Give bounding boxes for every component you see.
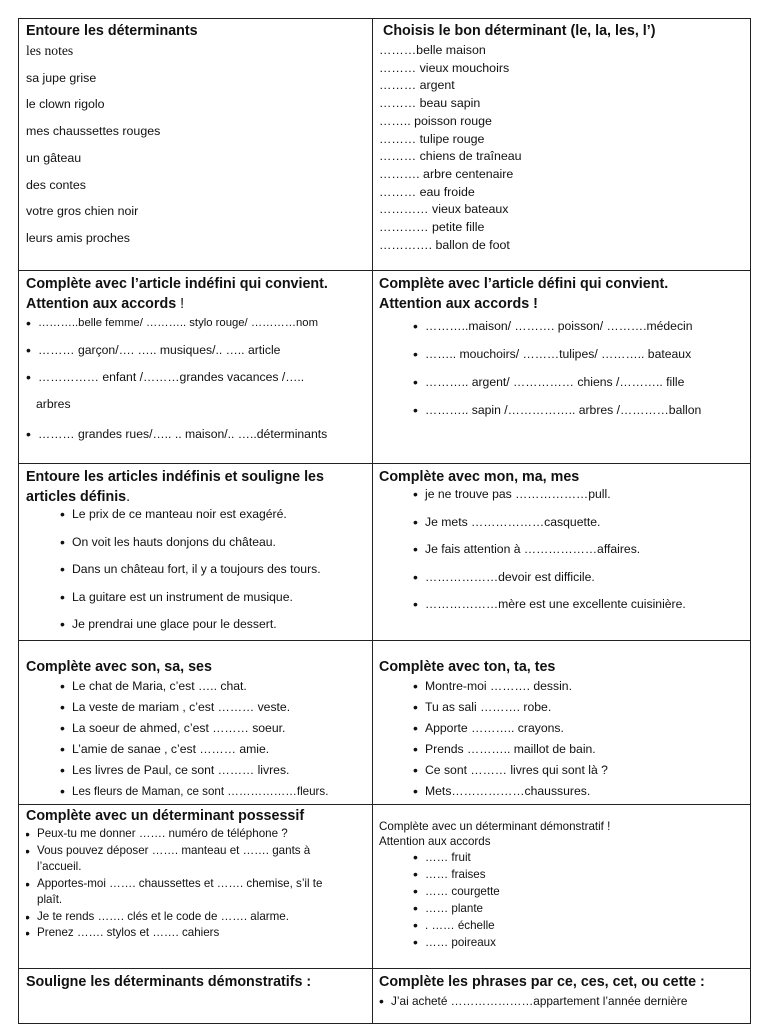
list-item: • …… fruit (425, 849, 747, 866)
exercise-list (26, 310, 368, 448)
phrase-list (26, 38, 368, 252)
list-item: ……… chiens de traîneau (379, 149, 522, 164)
list-item-continuation: arbres (36, 397, 71, 411)
exercise-subtitle: Attention aux accords ! (379, 296, 538, 312)
list-item: ……… eau froide (379, 184, 475, 199)
exercise-title: Complète avec ton, ta, tes (379, 659, 556, 675)
list-item: • Apporte ……….. crayons. (425, 718, 747, 739)
sentence-list (26, 826, 368, 942)
exercise-list (379, 312, 747, 424)
word-list (379, 849, 747, 951)
exercise-title: Souligne les déterminants démonstratifs : (26, 974, 312, 990)
list-item: le clown rigolo (26, 97, 105, 112)
list-item: ………… vieux bateaux (379, 202, 509, 217)
list-item-continuation: l’accueil. (37, 860, 82, 873)
subtitle-text: articles définis (26, 489, 127, 505)
sentence-list (26, 676, 368, 802)
list-item: des contes (26, 177, 86, 192)
list-item: • Le chat de Maria, c’est ….. chat. (72, 676, 368, 697)
list-item: • Je te rends ……. clés et le code de ……. alarme. (37, 909, 368, 926)
exercise-indefinite-article (26, 274, 368, 462)
list-item: ………. arbre centenaire (379, 166, 514, 181)
list-item: • ………………mère est une excellente cuisinière. (425, 591, 747, 619)
exercise-instruction: Attention aux accords (379, 835, 491, 848)
exercise-son-sa-ses (26, 657, 368, 803)
exercise-articles-identify (26, 467, 368, 639)
list-item: • Je fais attention à ………………affaires. (425, 536, 747, 564)
list-item: • ……… garçon/…. ….. musiques/.. ….. article (38, 337, 368, 364)
exercise-title: Entoure les déterminants (26, 23, 198, 39)
subtitle-text: Attention aux accords (26, 296, 177, 312)
exercise-underline-demonstrative (26, 972, 368, 1024)
list-item: • Prenez ……. stylos et ……. cahiers (37, 925, 368, 942)
list-item: • …….. mouchoirs/ ………tulipes/ ……….. bateaux (425, 340, 747, 368)
exercise-instruction: Complète avec un déterminant démonstratif ! (379, 820, 611, 833)
list-item-continuation: plaît. (37, 893, 63, 906)
list-item: mes chaussettes rouges (26, 124, 161, 139)
list-item: • …… courgette (425, 883, 747, 900)
sentence-list (379, 481, 747, 619)
exercise-choose-determiner (379, 21, 747, 269)
exercise-title: Complète les phrases par ce, ces, cet, ou cette : (379, 974, 705, 990)
column-divider (372, 19, 373, 1023)
list-item: ………belle maison (379, 43, 486, 57)
list-item: • …… plante (425, 900, 747, 917)
list-item: …….. poisson rouge (379, 113, 492, 128)
list-item: ………… petite fille (379, 220, 485, 235)
list-item: • Mets………………chaussures. (425, 781, 747, 802)
list-item: • je ne trouve pas ………………pull. (425, 481, 747, 509)
list-item: • …………… enfant /………grandes vacances /….. (38, 364, 368, 391)
exercise-demonstrative (379, 819, 747, 967)
list-item: votre gros chien noir (26, 204, 139, 219)
row-divider (19, 270, 750, 271)
exercise-possessive (26, 806, 368, 967)
list-item: • Je prendrai une glace pour le dessert. (72, 611, 368, 639)
list-item: • Apportes-moi ……. chaussettes et ……. chemise, s’il te (37, 876, 368, 893)
list-item: • J’ai acheté …………………appartement l’année dernière (391, 992, 747, 1010)
subtitle-suffix: ! (176, 296, 185, 312)
list-item: • Tu as sali ………. robe. (425, 697, 747, 718)
list-item: • ……….. sapin /…………….. arbres /…………ballon (425, 396, 747, 424)
list-item: • Je mets ………………casquette. (425, 509, 747, 537)
row-divider (19, 640, 750, 641)
exercise-ce-ces-cet-cette (379, 972, 747, 1024)
list-item: • On voit les hauts donjons du château. (72, 529, 368, 557)
list-item: • La guitare est un instrument de musique. (72, 584, 368, 612)
list-item: • Montre-moi ………. dessin. (425, 676, 747, 697)
list-item: • Prends ……….. maillot de bain. (425, 739, 747, 760)
exercise-title: Entoure les articles indéfinis et souligne les (26, 469, 324, 485)
list-item: …………. ballon de foot (379, 237, 510, 252)
list-item: leurs amis proches (26, 230, 130, 245)
row-divider (19, 463, 750, 464)
exercise-title: Choisis le bon déterminant (le, la, les, l’) (383, 23, 656, 39)
list-item: • La veste de mariam , c’est ……… veste. (72, 697, 368, 718)
list-item: un gâteau (26, 150, 82, 165)
list-item: • Vous pouvez déposer ……. manteau et ……. gants à (37, 843, 368, 860)
list-item: ……… vieux mouchoirs (379, 60, 510, 75)
list-item: • La soeur de ahmed, c’est ……… soeur. (72, 718, 368, 739)
exercise-circle-determiners (26, 21, 368, 269)
exercise-title: Complète avec son, sa, ses (26, 659, 212, 675)
list-item: • Les livres de Paul, ce sont ……… livres. (72, 760, 368, 781)
list-item: • Ce sont ……… livres qui sont là ? (425, 760, 747, 781)
list-item: • ………..belle femme/ ……….. stylo rouge/ …………nom (38, 310, 368, 337)
sentence-list (379, 676, 747, 802)
list-item: sa jupe grise (26, 70, 97, 85)
list-item: • . …… échelle (425, 917, 747, 934)
list-item: • Peux-tu me donner ……. numéro de téléphone ? (37, 826, 368, 843)
list-item: ……… argent (379, 78, 455, 93)
list-item: • Dans un château fort, il y a toujours des tours. (72, 556, 368, 584)
exercise-title: Complète avec un déterminant possessif (26, 808, 305, 824)
worksheet-grid (18, 18, 751, 1024)
subtitle-suffix: . (126, 489, 131, 505)
list-item: ……… tulipe rouge (379, 131, 485, 146)
row-divider (19, 968, 750, 969)
exercise-title: Complète avec mon, ma, mes (379, 469, 580, 485)
list-item: • ………..maison/ ………. poisson/ ……….médecin (425, 312, 747, 340)
list-item: • Les fleurs de Maman, ce sont ………………fleurs. (72, 781, 368, 802)
exercise-definite-article (379, 274, 747, 462)
exercise-ton-ta-tes (379, 657, 747, 803)
list-item: • Le prix de ce manteau noir est exagéré. (72, 501, 368, 529)
list-item: • ………………devoir est difficile. (425, 564, 747, 592)
list-item: • ……….. argent/ …………… chiens /……….. fille (425, 368, 747, 396)
row-divider (19, 804, 750, 805)
sentence-list (379, 992, 747, 1010)
phrase-list (379, 42, 747, 254)
list-item: les notes (26, 43, 74, 58)
list-item: • …… poireaux (425, 934, 747, 951)
list-item: • ……… grandes rues/….. .. maison/.. …..déterminants (38, 421, 368, 448)
list-item: • L’amie de sanae , c’est ……… amie. (72, 739, 368, 760)
exercise-title: Complète avec l’article défini qui convient. (379, 276, 669, 292)
list-item: • …… fraises (425, 866, 747, 883)
exercise-title: Complète avec l’article indéfini qui convient. (26, 276, 328, 292)
sentence-list (26, 501, 368, 639)
list-item: ……… beau sapin (379, 96, 481, 111)
exercise-mon-ma-mes (379, 467, 747, 639)
